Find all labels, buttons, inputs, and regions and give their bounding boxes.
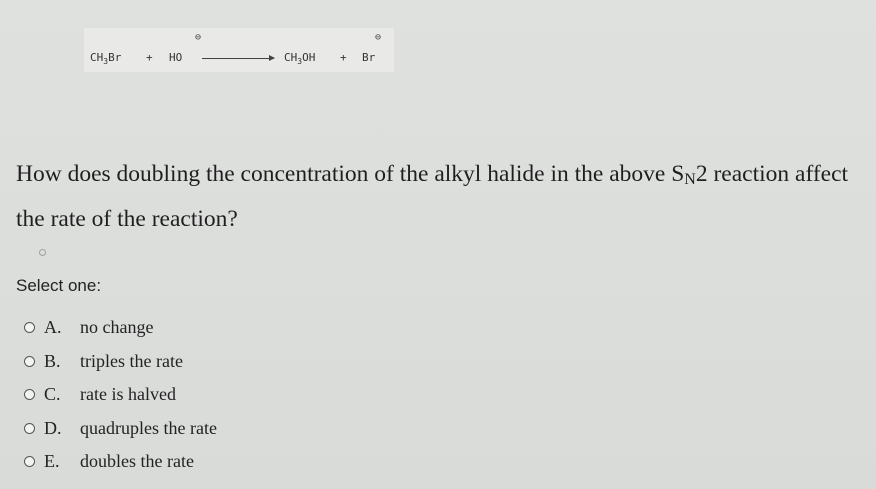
answer-options	[24, 311, 217, 479]
reactant1-subscript: 3	[103, 57, 109, 66]
plus-sign-2: +	[340, 51, 347, 64]
flag-icon	[39, 249, 46, 256]
negative-charge-icon-2: ⊖	[375, 32, 382, 43]
radio-button-icon[interactable]	[24, 456, 35, 467]
question-text-part2: 2 reaction affect the rate of the reaction?	[16, 161, 849, 232]
option-letter: C.	[44, 384, 61, 405]
option-e[interactable]	[24, 445, 217, 479]
option-a[interactable]	[24, 311, 217, 345]
option-letter: E.	[44, 451, 60, 472]
product-ch3oh	[284, 51, 315, 64]
question-subscript: N	[684, 171, 696, 188]
reactant1-tail: Br	[108, 51, 122, 64]
radio-button-icon[interactable]	[24, 389, 35, 400]
option-b[interactable]	[24, 345, 217, 379]
product-bromide: Br	[362, 51, 376, 64]
option-letter: A.	[44, 317, 62, 338]
option-c[interactable]	[24, 378, 217, 412]
option-letter: B.	[44, 350, 61, 371]
option-text: quadruples the rate	[80, 417, 217, 438]
option-text: doubles the rate	[80, 451, 194, 472]
option-text: rate is halved	[80, 384, 176, 405]
option-text: triples the rate	[80, 350, 183, 371]
reactant1-text: CH	[90, 51, 104, 64]
question-text	[16, 153, 866, 241]
option-text: no change	[80, 317, 154, 338]
reaction-arrow-icon	[202, 58, 274, 59]
reactant-ch3br	[90, 51, 121, 64]
radio-button-icon[interactable]	[24, 356, 35, 367]
radio-button-icon[interactable]	[24, 322, 35, 333]
negative-charge-icon: ⊖	[195, 32, 202, 43]
product1-subscript: 3	[297, 57, 303, 66]
reactant-hydroxide: HO	[169, 51, 183, 64]
product1-tail: OH	[302, 51, 316, 64]
option-letter: D.	[44, 417, 62, 438]
product1-text: CH	[284, 51, 298, 64]
question-text-part1: How does doubling the concentration of the alkyl halide in the above S	[16, 161, 685, 187]
radio-button-icon[interactable]	[24, 423, 35, 434]
select-one-label: Select one:	[16, 276, 102, 295]
option-d[interactable]	[24, 412, 217, 446]
reaction-equation	[84, 28, 394, 72]
plus-sign-1: +	[146, 51, 153, 64]
